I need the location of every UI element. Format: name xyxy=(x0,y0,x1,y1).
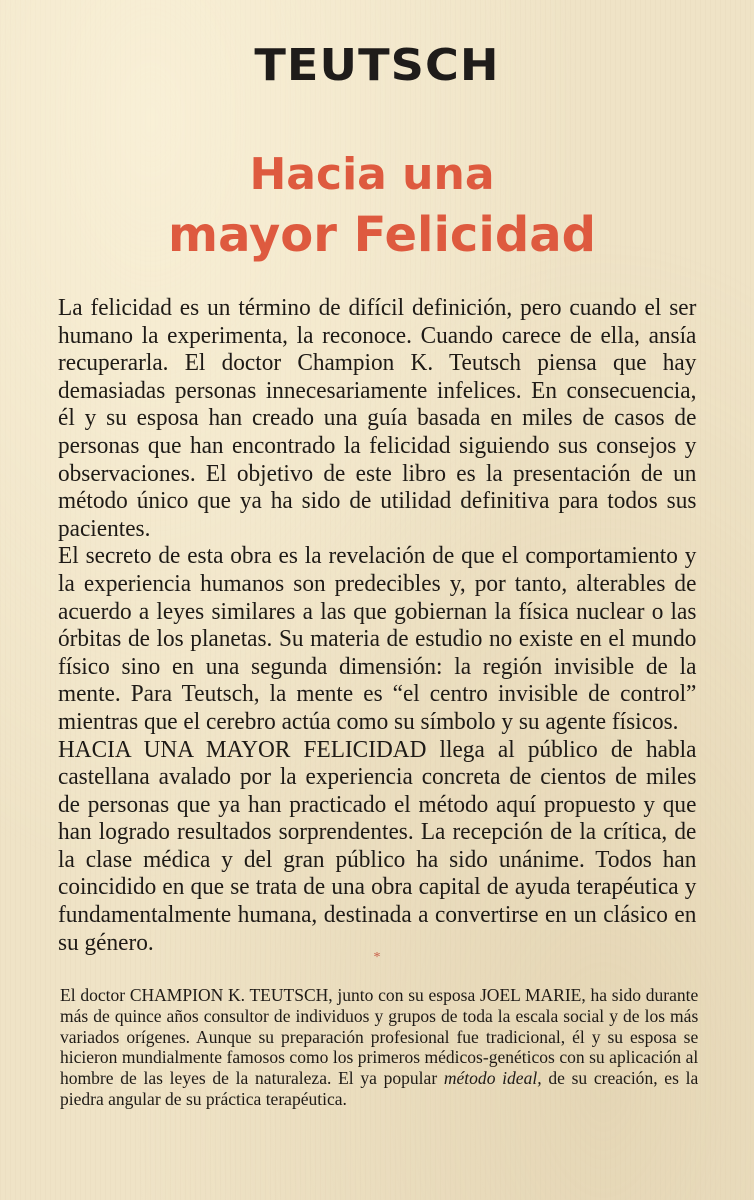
blurb-paragraph-1: La felicidad es un término de difícil definición, pero cuando el ser humano la experimenta, la reconoce. Cuando carece de ella, ansía recuperarla. El doctor Champion K. Teutsch piensa que hay demasiadas personas innecesariamente infelices. En consecuencia, él y su esposa han creado una guía basada en miles de casos de personas que han encontrado la felicidad siguiendo sus consejos y observaciones. El objetivo de este libro es la presentación de un método único que ya ha sido de utilidad definitiva para todos sus pacientes. xyxy=(58,294,697,542)
author-name: TEUTSCH xyxy=(254,40,500,91)
blurb-paragraph-3: HACIA UNA MAYOR FELICIDAD llega al público de habla castellana avalado por la experiencia concreta de cientos de miles de personas que ya han practicado el método aquí propuesto y que han logrado resultados sorprendentes. La recepción de la crítica, de la clase médica y del gran público ha sido unánime. Todos han coincidido en que se trata de una obra capital de ayuda terapéutica y fundamentalmente humana, destinada a convertirse en un clásico en su género. xyxy=(58,735,697,956)
author-bio xyxy=(60,985,698,1110)
blurb-paragraph-2: El secreto de esta obra es la revelación de que el comportamiento y la experiencia humanos son predecibles y, por tanto, alterables de acuerdo a leyes similares a las que gobiernan la física nuclear o las órbitas de los planetas. Su materia de estudio no existe en el mundo físico sino en una segunda dimensión: la región invisible de la mente. Para Teutsch, la mente es “el centro invisible de control” mientras que el cerebro actúa como su símbolo y su agente físicos. xyxy=(58,542,697,735)
bio-italic-term: método ideal, xyxy=(443,1068,542,1089)
title-line-1: Hacia una xyxy=(249,149,495,200)
bio-text-start: El doctor CHAMPION K. TEUTSCH, junto con su esposa JOEL MARIE, ha sido durante más de quince años consultor de individuos y grupos de toda la escala social y de los más variados orígenes. Aunque su preparación profesional fue tradicional, él y su esposa se hicieron mundialmente famosos como los primeros médicos-genéticos con su aplicación al hombre de las leyes de la naturaleza. El ya popular xyxy=(60,985,699,1089)
book-title xyxy=(0,145,754,265)
bio-text-end: de su creación, es la piedra angular de su práctica terapéutica. xyxy=(60,1068,699,1109)
asterisk-ornament-icon: * xyxy=(373,950,381,965)
blurb xyxy=(58,294,696,956)
title-line-2: mayor Felicidad xyxy=(168,207,596,263)
bio-paragraph xyxy=(60,985,698,1110)
